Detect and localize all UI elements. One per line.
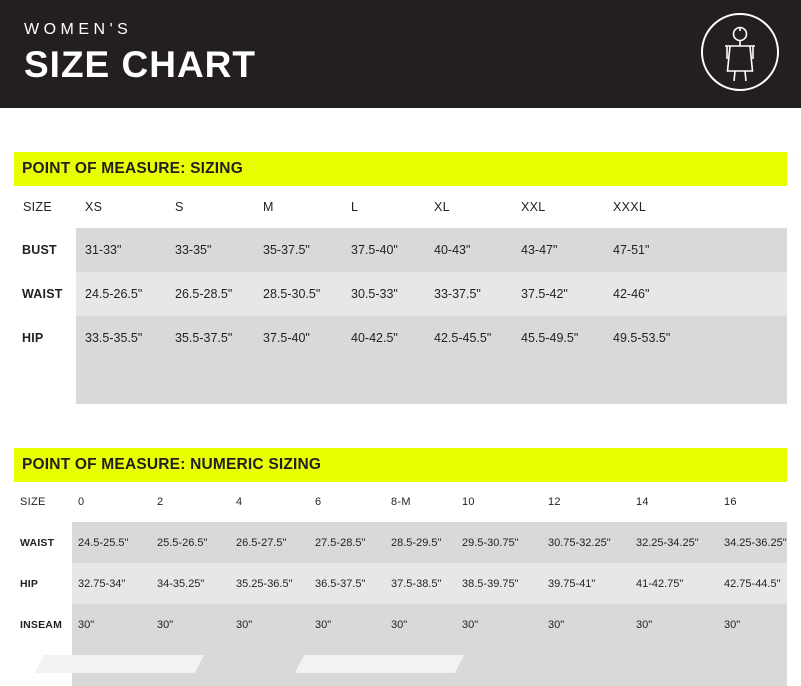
filler-cell (254, 360, 342, 404)
row-label-inseam: INSEAM (14, 604, 72, 645)
filler-cell (76, 360, 166, 404)
table-row (14, 272, 787, 316)
cell-waist-m: 28.5-30.5" (254, 272, 342, 316)
cell-waist-10: 29.5-30.75" (456, 522, 542, 563)
column-header-xxxl: XXXL (613, 200, 647, 214)
row-label-hip: HIP (14, 316, 76, 360)
cell-hip-6: 36.5-37.5" (309, 563, 385, 604)
row-label-bust: BUST (14, 228, 76, 272)
cell-hip-8m: 37.5-38.5" (385, 563, 456, 604)
spacer-between-sections (0, 404, 801, 448)
column-header-14: 14 (636, 496, 649, 508)
table-row (14, 563, 787, 604)
cell-waist-2: 25.5-26.5" (151, 522, 230, 563)
cell-inseam-0: 30" (72, 604, 151, 645)
cell-hip-xs: 33.5-35.5" (76, 316, 166, 360)
table-row (14, 522, 787, 563)
cell-inseam-10: 30" (456, 604, 542, 645)
cell-waist-l: 30.5-33" (342, 272, 425, 316)
spacer-after-header (0, 108, 801, 152)
column-header-xxl: XXL (521, 200, 546, 214)
cell-waist-6: 27.5-28.5" (309, 522, 385, 563)
decorative-streak (29, 655, 210, 673)
table-row (14, 316, 787, 360)
cell-hip-10: 38.5-39.75" (456, 563, 542, 604)
cell-inseam-4: 30" (230, 604, 309, 645)
column-header-8m: 8-M (391, 496, 411, 508)
column-header-12: 12 (548, 496, 561, 508)
column-header-16: 16 (724, 496, 737, 508)
table-header-row (14, 186, 787, 228)
cell-hip-xxl: 45.5-49.5" (512, 316, 604, 360)
section-banner-numeric (14, 448, 787, 482)
column-header-m: M (263, 200, 274, 214)
table-row (14, 604, 787, 645)
decorative-streak (289, 655, 470, 673)
cell-hip-4: 35.25-36.5" (230, 563, 309, 604)
cell-bust-xl: 40-43" (425, 228, 512, 272)
page-title: SIZE CHART (24, 44, 256, 85)
filler-cell (342, 360, 425, 404)
cell-bust-xxl: 43-47" (512, 228, 604, 272)
column-header-10: 10 (462, 496, 475, 508)
cell-hip-0: 32.75-34" (72, 563, 151, 604)
filler-label (14, 360, 76, 404)
woman-figure-icon (701, 13, 779, 91)
cell-waist-0: 24.5-25.5" (72, 522, 151, 563)
filler-cell (604, 360, 787, 404)
cell-inseam-16: 30" (718, 604, 787, 645)
column-header-4: 4 (236, 496, 243, 508)
cell-waist-12: 30.75-32.25" (542, 522, 630, 563)
cell-hip-xl: 42.5-45.5" (425, 316, 512, 360)
cell-bust-l: 37.5-40" (342, 228, 425, 272)
row-label-waist: WAIST (14, 522, 72, 563)
cell-hip-12: 39.75-41" (542, 563, 630, 604)
page-footer-decoration (0, 655, 801, 673)
cell-hip-2: 34-35.25" (151, 563, 230, 604)
column-header-s: S (175, 200, 184, 214)
cell-waist-xxl: 37.5-42" (512, 272, 604, 316)
column-header-l: L (351, 200, 359, 214)
column-header-size: SIZE (20, 496, 46, 508)
header-eyebrow: WOMEN'S (24, 21, 133, 38)
cell-hip-m: 37.5-40" (254, 316, 342, 360)
cell-hip-xxxl: 49.5-53.5" (604, 316, 787, 360)
cell-waist-4: 26.5-27.5" (230, 522, 309, 563)
column-header-size: SIZE (23, 200, 52, 214)
filler-cell (512, 360, 604, 404)
column-header-xl: XL (434, 200, 450, 214)
row-label-hip: HIP (14, 563, 72, 604)
filler-cell (425, 360, 512, 404)
cell-inseam-2: 30" (151, 604, 230, 645)
filler-cell (166, 360, 254, 404)
column-header-2: 2 (157, 496, 164, 508)
cell-inseam-14: 30" (630, 604, 718, 645)
cell-inseam-8m: 30" (385, 604, 456, 645)
row-label-waist: WAIST (14, 272, 76, 316)
cell-hip-14: 41-42.75" (630, 563, 718, 604)
cell-waist-8m: 28.5-29.5" (385, 522, 456, 563)
section-banner-sizing (14, 152, 787, 186)
table-row (14, 228, 787, 272)
cell-waist-xxxl: 42-46" (604, 272, 787, 316)
section-banner-label: POINT OF MEASURE: SIZING (22, 160, 243, 177)
cell-hip-l: 40-42.5" (342, 316, 425, 360)
header-text-block (24, 22, 256, 83)
column-header-0: 0 (78, 496, 85, 508)
cell-bust-m: 35-37.5" (254, 228, 342, 272)
section-numeric-sizing (14, 448, 787, 686)
column-header-xs: XS (85, 200, 103, 214)
page-header (0, 0, 801, 108)
cell-hip-s: 35.5-37.5" (166, 316, 254, 360)
cell-inseam-6: 30" (309, 604, 385, 645)
section-banner-label: POINT OF MEASURE: NUMERIC SIZING (22, 456, 322, 473)
cell-bust-s: 33-35" (166, 228, 254, 272)
cell-waist-xs: 24.5-26.5" (76, 272, 166, 316)
cell-waist-s: 26.5-28.5" (166, 272, 254, 316)
column-header-6: 6 (315, 496, 322, 508)
cell-waist-xl: 33-37.5" (425, 272, 512, 316)
cell-waist-16: 34.25-36.25" (718, 522, 787, 563)
table-header-row (14, 482, 787, 522)
cell-hip-16: 42.75-44.5" (718, 563, 787, 604)
cell-bust-xs: 31-33" (76, 228, 166, 272)
section-sizing (14, 152, 787, 404)
sizing-table (14, 186, 787, 404)
cell-bust-xxxl: 47-51" (604, 228, 787, 272)
cell-inseam-12: 30" (542, 604, 630, 645)
cell-waist-14: 32.25-34.25" (630, 522, 718, 563)
table-row-filler (14, 360, 787, 404)
